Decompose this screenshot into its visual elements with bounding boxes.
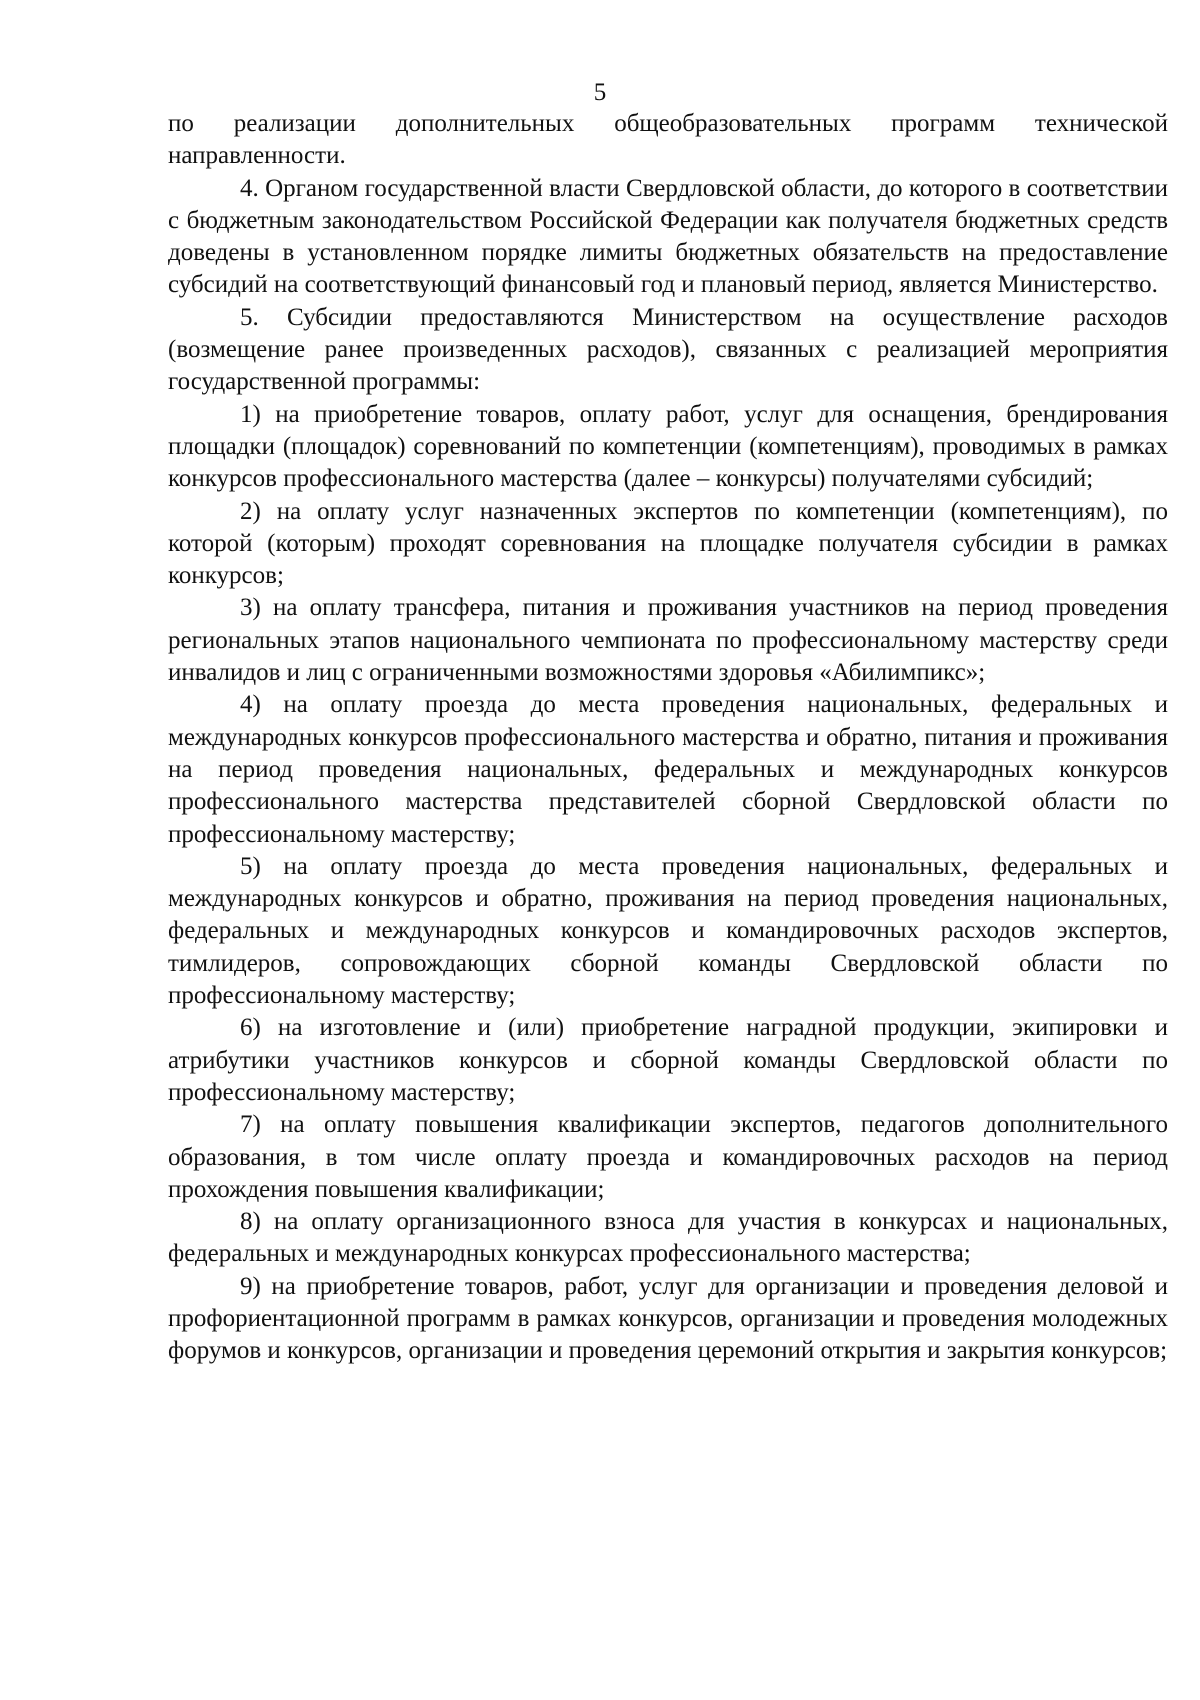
paragraph-continuation: по реализации дополнительных общеобразовательных программ технической направленности.: [168, 110, 1168, 170]
paragraph-item-4: 4. Органом государственной власти Свердловской области, до которого в соответствии с бюджетным законодательством Российской Федерации как получателя бюджетных средств доведены в установленном порядке лимиты бюджетных обязательств на предоставление субсидий на соответствующий финансовый год и плановый период, является Министерство.: [168, 174, 1168, 299]
subitem-2: 2) на оплату услуг назначенных экспертов по компетенции (компетенциям), по которой (которым) проходят соревнования на площадке получателя субсидии в рамках конкурсов;: [168, 497, 1168, 590]
subitem-3: 3) на оплату трансфера, питания и проживания участников на период проведения региональных этапов национального чемпионата по профессиональному мастерству среди инвалидов и лиц с ограниченными возможностями здоровья «Абилимпикс»;: [168, 594, 1168, 687]
document-body: [168, 108, 1168, 1368]
subitem-8: 8) на оплату организационного взноса для участия в конкурсах и национальных, федеральных и международных конкурсах профессионального мастерства;: [168, 1208, 1168, 1268]
paragraph-item-5: 5. Субсидии предоставляются Министерством на осуществление расходов (возмещение ранее произведенных расходов), связанных с реализацией мероприятия государственной программы:: [168, 303, 1168, 396]
subitem-5: 5) на оплату проезда до места проведения национальных, федеральных и международных конкурсов и обратно, проживания на период проведения национальных, федеральных и международных конкурсов и командировочных расходов экспертов, тимлидеров, сопровождающих сборной команды Свердловской области по профессиональному мастерству;: [168, 852, 1168, 1010]
subitem-6: 6) на изготовление и (или) приобретение наградной продукции, экипировки и атрибутики участников конкурсов и сборной команды Свердловской области по профессиональному мастерству;: [168, 1014, 1168, 1106]
subitem-1: 1) на приобретение товаров, оплату работ, услуг для оснащения, брендирования площадки (площадок) соревнований по компетенции (компетенциям), проводимых в рамках конкурсов профессионального мастерства (далее – конкурсы) получателями субсидий;: [168, 400, 1168, 493]
subitem-9: 9) на приобретение товаров, работ, услуг для организации и проведения деловой и профориентационной программ в рамках конкурсов, организации и проведения молодежных форумов и конкурсов, организации и проведения церемоний открытия и закрытия конкурсов;: [168, 1272, 1168, 1365]
subitem-7: 7) на оплату повышения квалификации экспертов, педагогов дополнительного образования, в том числе оплату проезда и командировочных расходов на период прохождения повышения квалификации;: [168, 1111, 1168, 1203]
subitem-4: 4) на оплату проезда до места проведения национальных, федеральных и международных конкурсов профессионального мастерства и обратно, питания и проживания на период проведения национальных, федеральных и международных конкурсов профессионального мастерства представителей сборной Свердловской области по профессиональному мастерству;: [168, 691, 1168, 848]
page-number: 5: [593, 79, 607, 106]
